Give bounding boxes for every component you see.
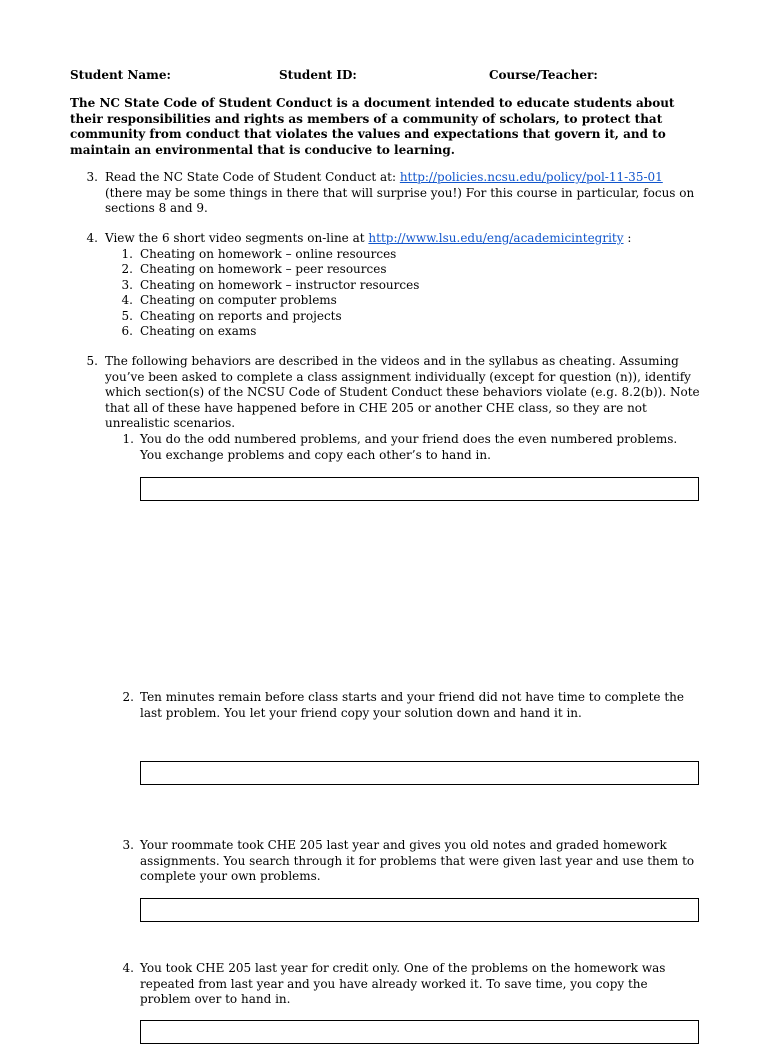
- item-text: Read the NC State Code of Student Conduct at:: [105, 170, 400, 184]
- list-item-5: [80, 354, 700, 432]
- video-title: Cheating on homework – online resources: [140, 246, 397, 261]
- student-name-label: Student Name:: [70, 68, 171, 82]
- video-title: Cheating on homework – peer resources: [140, 262, 387, 276]
- list-number: 6.: [121, 324, 133, 338]
- answer-field-2[interactable]: [140, 761, 699, 785]
- question-number: 1.: [122, 432, 134, 446]
- list-item: [115, 293, 700, 309]
- course-teacher-label: Course/Teacher:: [489, 68, 598, 82]
- student-id-label: Student ID:: [279, 68, 357, 82]
- question-4: [115, 961, 700, 1008]
- video-title: Cheating on exams: [140, 324, 257, 338]
- question-number: 3.: [122, 838, 134, 852]
- academic-integrity-link[interactable]: http://www.lsu.edu/eng/academicintegrity: [368, 231, 624, 245]
- list-item: [115, 278, 700, 294]
- intro-paragraph: The NC State Code of Student Conduct is a document intended to educate students about their responsibilities and rights as members of a community of scholars, to protect that community from conduct that violates the values and expectations that govern it, and to maintain an environmental that is conducive to learning.: [70, 96, 675, 157]
- list-item: [115, 247, 700, 263]
- question-1: [115, 432, 700, 463]
- answer-field-1[interactable]: [140, 477, 699, 501]
- item-text: The following behaviors are described in the videos and in the syllabus as cheating. Assuming you’ve been asked to complete a class assignment individually (except for question (n)), identify which section(s) of the NCSU Code of Student Conduct these behaviors violate (e.g. 8.2(b)). Note that all of these have happened before in CHE 205 or another CHE class, so they are not unrealistic scenarios.: [105, 354, 700, 430]
- video-title: Cheating on computer problems: [140, 293, 337, 307]
- list-item-3: [80, 170, 700, 217]
- video-list: [115, 247, 700, 340]
- answer-field-3[interactable]: [140, 898, 699, 922]
- list-item-4: [80, 231, 700, 340]
- list-item: [115, 324, 700, 340]
- item-text-after: :: [623, 231, 632, 245]
- list-item: [115, 309, 700, 325]
- question-3: [115, 838, 700, 885]
- item-number: 4.: [86, 231, 98, 245]
- list-number: 3.: [121, 277, 133, 292]
- question-text: Ten minutes remain before class starts and your friend did not have time to complete the last problem. You let your friend copy your solution down and hand it in.: [140, 690, 684, 720]
- item-text: View the 6 short video segments on-line at: [105, 231, 369, 245]
- question-number: 2.: [122, 690, 134, 704]
- list-number: 2.: [121, 262, 133, 276]
- list-item: [115, 262, 700, 278]
- list-number: 4.: [121, 293, 133, 307]
- item-number: 5.: [86, 354, 98, 368]
- question-number: 4.: [122, 961, 134, 975]
- question-2: [115, 690, 700, 721]
- list-number: 1.: [121, 246, 133, 261]
- question-text: You took CHE 205 last year for credit only. One of the problems on the homework was repeated from last year and you have already worked it. To save time, you copy the problem over to hand in.: [140, 961, 666, 1006]
- code-of-conduct-link[interactable]: http://policies.ncsu.edu/policy/pol-11-35-01: [399, 170, 663, 184]
- list-number: 5.: [121, 308, 133, 323]
- item-number: 3.: [86, 170, 98, 184]
- item-text-after: (there may be some things in there that will surprise you!) For this course in particular, focus on sections 8 and 9.: [105, 185, 695, 215]
- question-text: You do the odd numbered problems, and your friend does the even numbered problems. You exchange problems and copy each other’s to hand in.: [140, 432, 678, 462]
- question-text: Your roommate took CHE 205 last year and gives you old notes and graded homework assignments. You search through it for problems that were given last year and use them to complete your own problems.: [140, 838, 695, 883]
- video-title: Cheating on reports and projects: [140, 308, 342, 323]
- video-title: Cheating on homework – instructor resources: [140, 277, 420, 292]
